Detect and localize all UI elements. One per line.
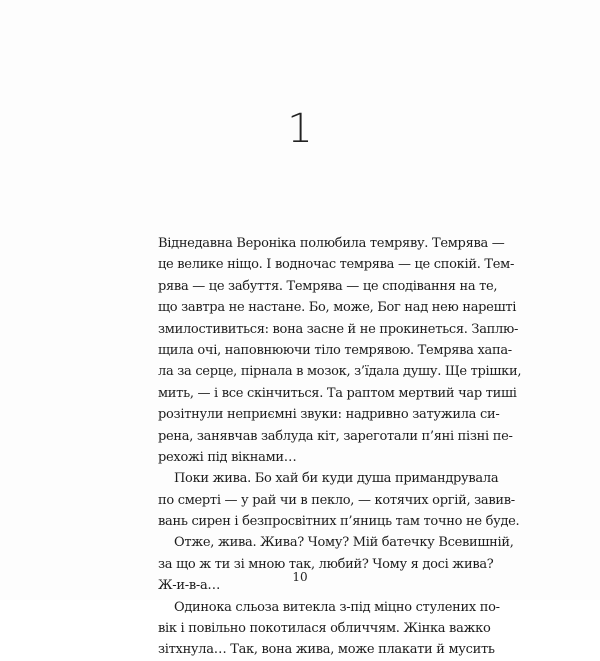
- page-number: 10: [292, 570, 308, 584]
- text-line: рява — це забуття. Темрява — це сподівання на те,: [158, 278, 498, 294]
- text-line: Ж-и-в-а…: [158, 578, 221, 594]
- text-line: мить, — і все скінчиться. Та раптом мертвий чар тиші: [158, 385, 517, 401]
- chapter-number: 1: [287, 106, 313, 152]
- text-line: рена, занявчав заблуда кіт, зареготали п’яні пізні пе-: [158, 428, 513, 444]
- text-line: Одинока сльоза витекла з-під міцно стулених по-: [174, 599, 500, 615]
- text-line: щила очі, наповнюючи тіло темрявою. Темрява хапа-: [158, 342, 512, 358]
- text-line: вік і повільно покотилася обличчям. Жінка важко: [158, 621, 491, 637]
- text-line: Поки жива. Бо хай би куди душа примандрувала: [174, 471, 499, 487]
- text-line: вань сирен і безпросвітних п’яниць там точно не буде.: [158, 514, 520, 530]
- text-line: що завтра не настане. Бо, може, Бог над нею нарешті: [158, 300, 517, 316]
- text-line: Віднедавна Вероніка полюбила темряву. Темрява —: [158, 236, 505, 251]
- text-line: змилостивиться: вона засне й не прокинеться. Заплю-: [158, 321, 519, 337]
- text-line: Отже, жива. Жива? Чому? Мій батечку Всевишній,: [174, 535, 514, 551]
- text-line: за що ж ти зі мною так, любий? Чому я досі жива?: [158, 556, 494, 572]
- text-line: ла за серце, пірнала в мозок, з’їдала душу. Ще трішки,: [158, 364, 522, 380]
- text-line: це велике ніщо. І водночас темрява — це спокій. Тем-: [158, 257, 515, 273]
- text-line: по смерті — у рай чи в пекло, — котячих оргій, завив-: [158, 492, 515, 508]
- text-line: зітхнула… Так, вона жива, може плакати й мусить: [158, 642, 495, 658]
- text-line: рехожі під вікнами…: [158, 449, 297, 465]
- body-text: [158, 233, 522, 661]
- text-line: розітнули неприємні звуки: надривно затужила си-: [158, 407, 500, 423]
